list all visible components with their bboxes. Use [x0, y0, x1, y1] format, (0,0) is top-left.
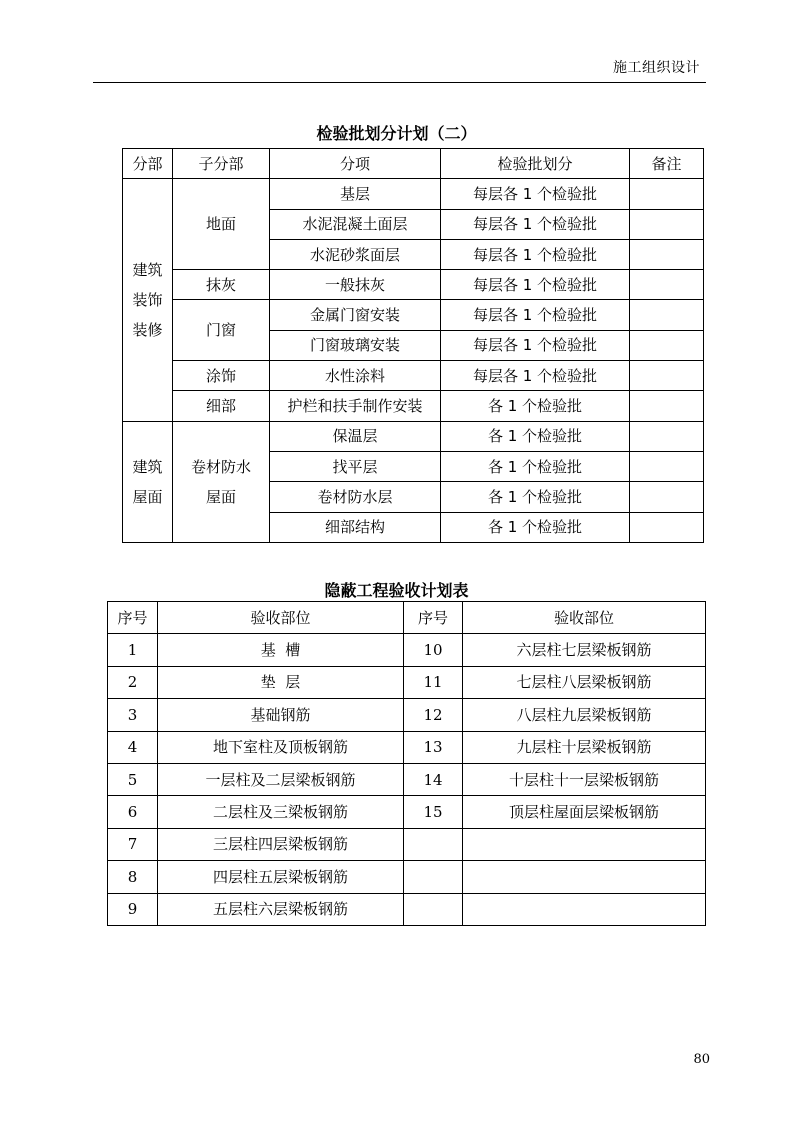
batch-cell: 每层各 1 个检验批	[441, 300, 630, 330]
remark-cell	[630, 451, 704, 481]
subdivision-cell: 涂饰	[173, 361, 270, 391]
part-cell	[463, 828, 706, 860]
batch-cell: 各 1 个检验批	[441, 451, 630, 481]
concealed-works-caption: 隐蔽工程验收计划表	[324, 581, 469, 600]
page-number: 80	[693, 1052, 710, 1067]
remark-cell	[630, 482, 704, 512]
row-number: 6	[108, 796, 158, 828]
part-cell: 一层柱及二层梁板钢筋	[158, 763, 404, 795]
item-cell: 一般抹灰	[270, 270, 441, 300]
part-cell: 二层柱及三梁板钢筋	[158, 796, 404, 828]
subdivision-cell: 抹灰	[173, 270, 270, 300]
row-number: 9	[108, 893, 158, 925]
remark-cell	[630, 330, 704, 360]
header-cell-no: 序号	[108, 602, 158, 634]
row-number: 8	[108, 861, 158, 893]
table-row	[108, 828, 706, 860]
subdivision-cell: 地面	[173, 179, 270, 270]
row-number	[404, 828, 463, 860]
header-cell-part: 验收部位	[158, 602, 404, 634]
batch-cell: 各 1 个检验批	[441, 482, 630, 512]
remark-cell	[630, 512, 704, 542]
batch-cell: 各 1 个检验批	[441, 512, 630, 542]
table-row	[123, 270, 704, 300]
part-cell: 五层柱六层梁板钢筋	[158, 893, 404, 925]
part-cell: 三层柱四层梁板钢筋	[158, 828, 404, 860]
part-cell: 四层柱五层梁板钢筋	[158, 861, 404, 893]
header-cell-subdivision: 子分部	[173, 149, 270, 179]
item-cell: 金属门窗安装	[270, 300, 441, 330]
table-row	[123, 421, 704, 451]
batch-cell: 各 1 个检验批	[441, 421, 630, 451]
remark-cell	[630, 209, 704, 239]
concealed-works-table	[107, 601, 706, 926]
table-row	[108, 796, 706, 828]
batch-cell: 每层各 1 个检验批	[441, 179, 630, 209]
table-row	[123, 391, 704, 421]
row-number: 5	[108, 763, 158, 795]
table-row	[123, 361, 704, 391]
part-cell: 七层柱八层梁板钢筋	[463, 666, 706, 698]
part-cell	[463, 893, 706, 925]
item-cell: 基层	[270, 179, 441, 209]
part-cell: 八层柱九层梁板钢筋	[463, 699, 706, 731]
part-cell: 十层柱十一层梁板钢筋	[463, 763, 706, 795]
row-number: 1	[108, 634, 158, 666]
row-number: 11	[404, 666, 463, 698]
row-number: 13	[404, 731, 463, 763]
batch-cell: 各 1 个检验批	[441, 391, 630, 421]
table-header-row	[108, 602, 706, 634]
part-cell	[463, 861, 706, 893]
table-row	[108, 861, 706, 893]
subdivision-cell: 细部	[173, 391, 270, 421]
row-number: 7	[108, 828, 158, 860]
row-number: 3	[108, 699, 158, 731]
remark-cell	[630, 239, 704, 269]
row-number: 4	[108, 731, 158, 763]
remark-cell	[630, 300, 704, 330]
part-cell: 地下室柱及顶板钢筋	[158, 731, 404, 763]
item-cell: 卷材防水层	[270, 482, 441, 512]
table-row	[108, 634, 706, 666]
division-cell: 建筑 屋面	[123, 421, 173, 542]
item-cell: 护栏和扶手制作安装	[270, 391, 441, 421]
remark-cell	[630, 270, 704, 300]
remark-cell	[630, 361, 704, 391]
item-cell: 门窗玻璃安装	[270, 330, 441, 360]
division-cell: 建筑 装饰 装修	[123, 179, 173, 421]
item-cell: 水泥砂浆面层	[270, 239, 441, 269]
table-row	[108, 699, 706, 731]
header-rule	[93, 82, 706, 83]
inspection-batch-caption: 检验批划分计划（二）	[316, 124, 477, 143]
row-number: 14	[404, 763, 463, 795]
batch-cell: 每层各 1 个检验批	[441, 209, 630, 239]
remark-cell	[630, 421, 704, 451]
batch-cell: 每层各 1 个检验批	[441, 330, 630, 360]
item-cell: 水性涂料	[270, 361, 441, 391]
item-cell: 保温层	[270, 421, 441, 451]
row-number	[404, 861, 463, 893]
batch-cell: 每层各 1 个检验批	[441, 270, 630, 300]
inspection-batch-table	[122, 148, 704, 543]
table-row	[108, 731, 706, 763]
table-row	[108, 893, 706, 925]
item-cell: 找平层	[270, 451, 441, 481]
row-number: 12	[404, 699, 463, 731]
batch-cell: 每层各 1 个检验批	[441, 239, 630, 269]
header-cell-no: 序号	[404, 602, 463, 634]
part-cell: 六层柱七层梁板钢筋	[463, 634, 706, 666]
part-cell: 基 槽	[158, 634, 404, 666]
remark-cell	[630, 179, 704, 209]
part-cell: 顶层柱屋面层梁板钢筋	[463, 796, 706, 828]
header-cell-division: 分部	[123, 149, 173, 179]
item-cell: 细部结构	[270, 512, 441, 542]
table-row	[123, 179, 704, 209]
row-number	[404, 893, 463, 925]
remark-cell	[630, 391, 704, 421]
row-number: 15	[404, 796, 463, 828]
table-row	[108, 763, 706, 795]
part-cell: 九层柱十层梁板钢筋	[463, 731, 706, 763]
header-title: 施工组织设计	[613, 60, 700, 76]
table-row	[123, 300, 704, 330]
item-cell: 水泥混凝土面层	[270, 209, 441, 239]
header-cell-part: 验收部位	[463, 602, 706, 634]
header-cell-item: 分项	[270, 149, 441, 179]
batch-cell: 每层各 1 个检验批	[441, 361, 630, 391]
row-number: 10	[404, 634, 463, 666]
header-cell-batch: 检验批划分	[441, 149, 630, 179]
subdivision-cell: 门窗	[173, 300, 270, 361]
table-row	[108, 666, 706, 698]
row-number: 2	[108, 666, 158, 698]
header-cell-remark: 备注	[630, 149, 704, 179]
part-cell: 垫 层	[158, 666, 404, 698]
part-cell: 基础钢筋	[158, 699, 404, 731]
subdivision-cell: 卷材防水 屋面	[173, 421, 270, 542]
table-header-row	[123, 149, 704, 179]
